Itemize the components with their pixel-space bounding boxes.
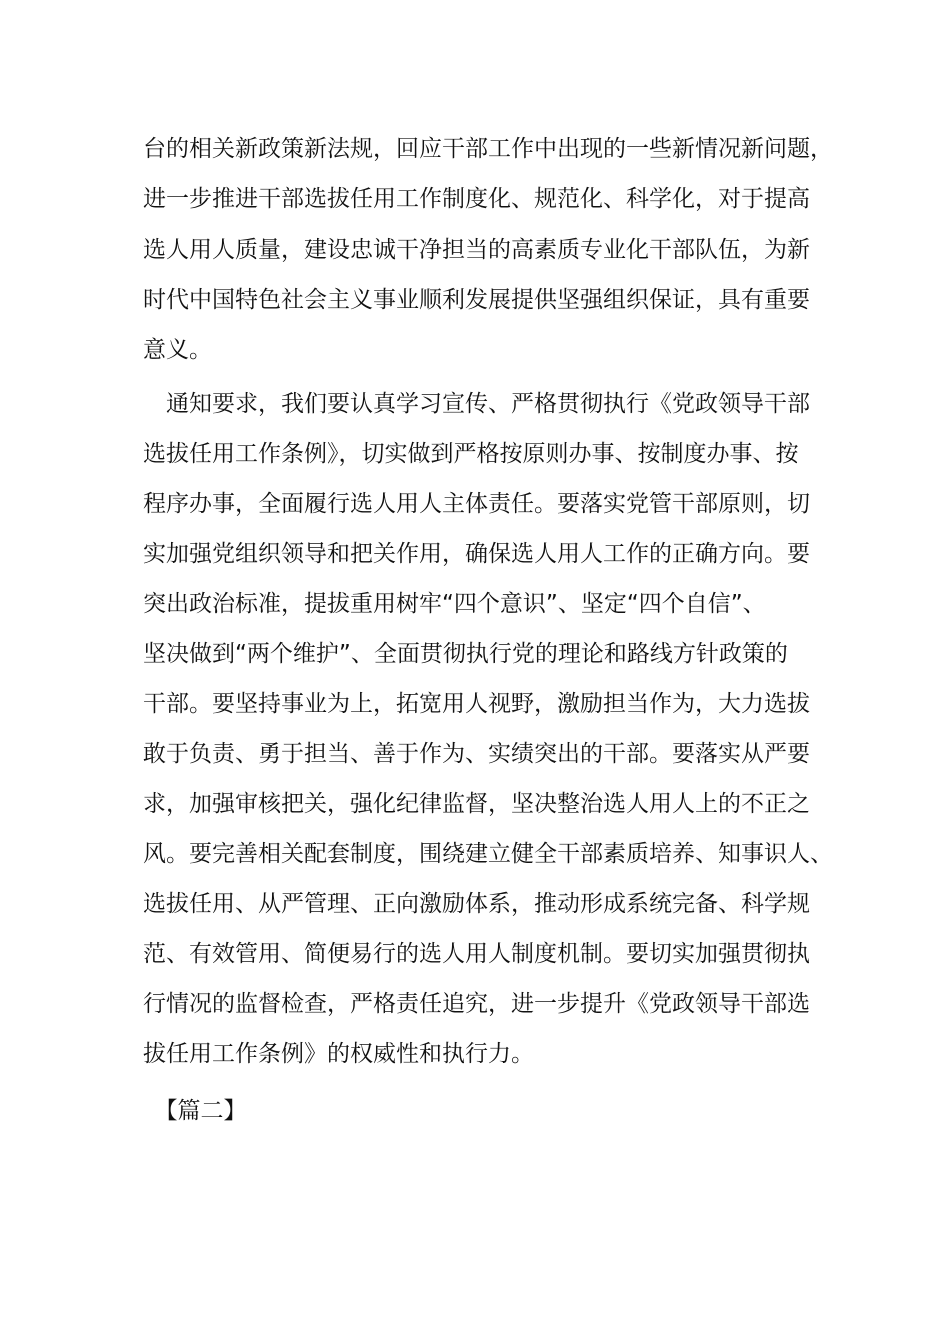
text-line: 实加强党组织领导和把关作用，确保选人用人工作的正确方向。要 (143, 541, 810, 567)
text-line: 时代中国特色社会主义事业顺利发展提供坚强组织保证，具有重要 (143, 287, 810, 313)
text-line: 进一步推进干部选拔任用工作制度化、规范化、科学化，对于提高 (143, 186, 810, 212)
text-line: 程序办事，全面履行选人用人主体责任。要落实党管干部原则，切 (143, 491, 810, 517)
text-line: 意义。 (143, 337, 212, 363)
text-line: 突出政治标准，提拔重用树牢“四个意识”、坚定“四个自信”、 (143, 591, 766, 617)
text-line: 选拔任用、从严管理、正向激励体系，推动形成系统完备、科学规 (143, 891, 810, 917)
text-line: 风。要完善相关配套制度，围绕建立健全干部素质培养、知事识人、 (143, 841, 833, 867)
paragraph-start-line: 通知要求，我们要认真学习宣传、严格贯彻执行《党政领导干部 (143, 391, 810, 417)
text-line: 坚决做到“两个维护”、全面贯彻执行党的理论和路线方针政策的 (143, 641, 788, 667)
text-line: 行情况的监督检查，严格责任追究，进一步提升《党政领导干部选 (143, 991, 810, 1017)
text-line: 台的相关新政策新法规，回应干部工作中出现的一些新情况新问题， (143, 136, 833, 162)
text-line: 选拔任用工作条例》，切实做到严格按原则办事、按制度办事、按 (143, 441, 799, 467)
text-line: 干部。要坚持事业为上，拓宽用人视野，激励担当作为，大力选拔 (143, 691, 810, 717)
text-line: 拔任用工作条例》的权威性和执行力。 (143, 1041, 534, 1067)
text-line: 范、有效管用、简便易行的选人用人制度机制。要切实加强贯彻执 (143, 941, 810, 967)
text-line: 敢于负责、勇于担当、善于作为、实绩突出的干部。要落实从严要 (143, 741, 810, 767)
section-heading: 【篇二】 (143, 1098, 247, 1124)
text-line: 求，加强审核把关，强化纪律监督，坚决整治选人用人上的不正之 (143, 791, 810, 817)
text-line: 选人用人质量，建设忠诚干净担当的高素质专业化干部队伍，为新 (143, 237, 810, 263)
